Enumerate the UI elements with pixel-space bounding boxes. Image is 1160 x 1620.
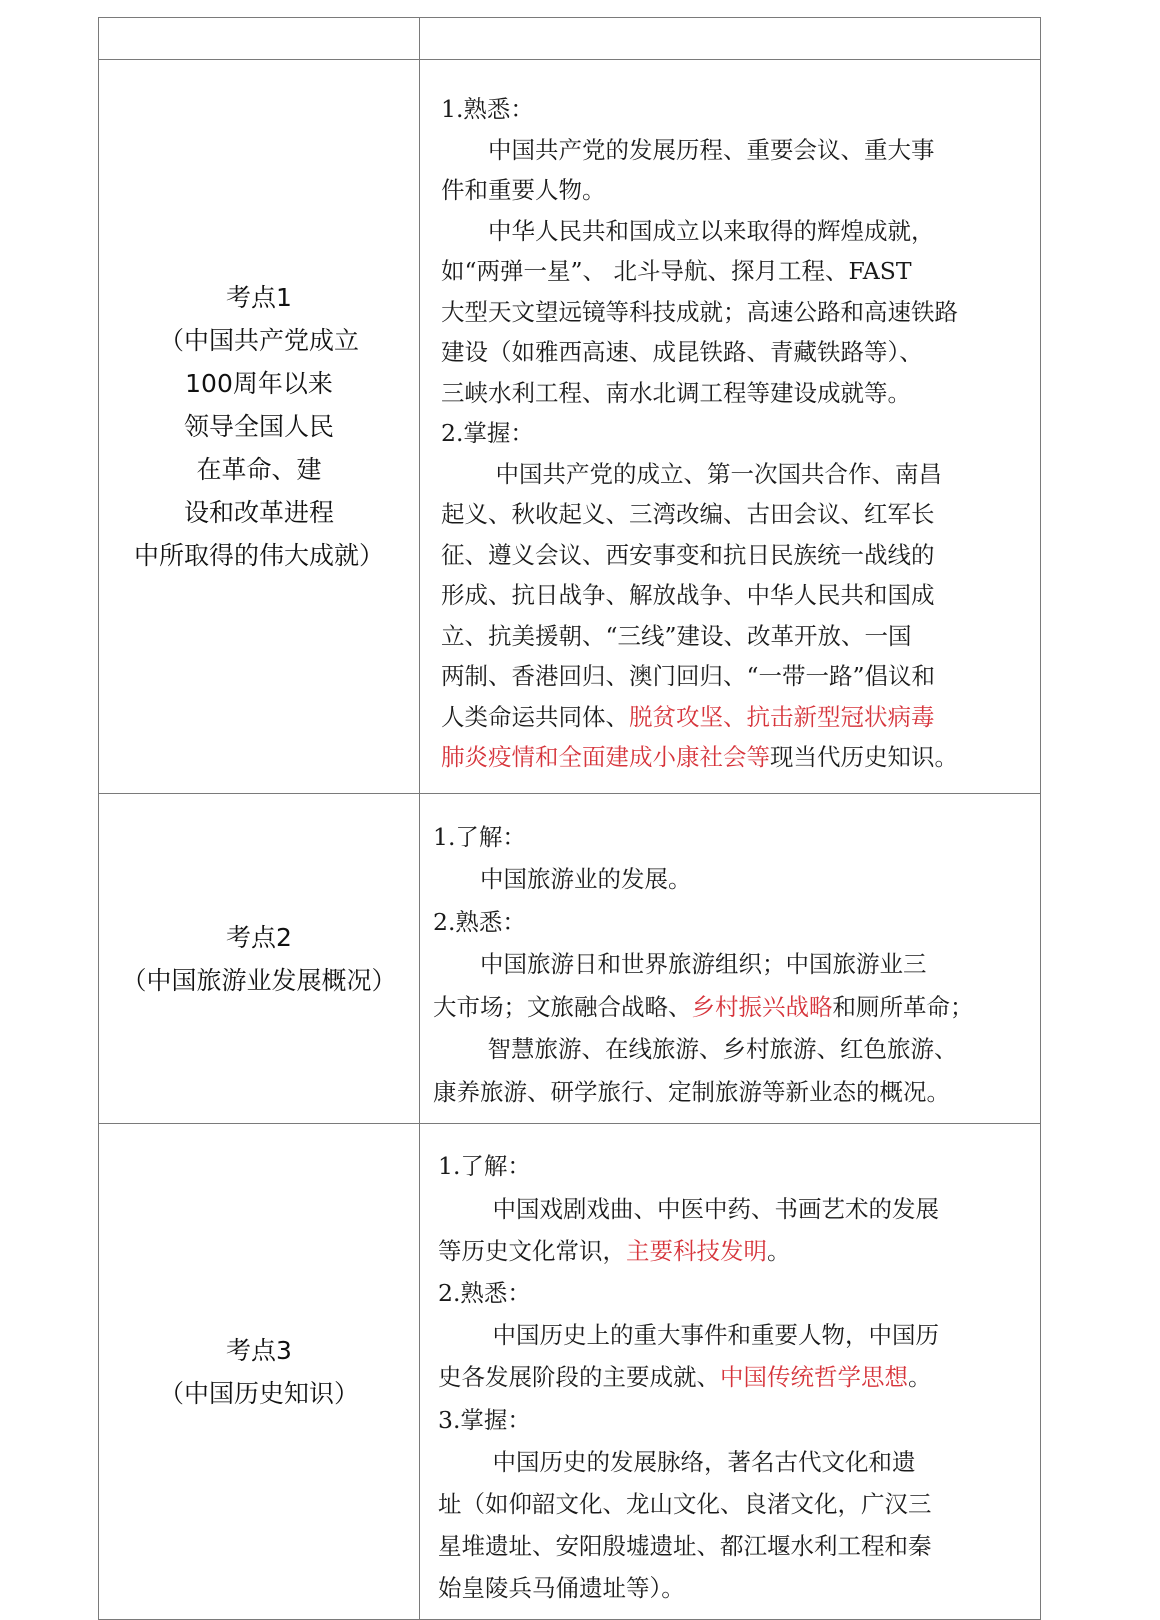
content-line: 3.掌握：: [438, 1405, 531, 1434]
content-line: 大型天文望远镜等科技成就；高速公路和高速铁路: [441, 297, 958, 326]
topic-line: （中国共产党成立: [158, 326, 359, 355]
topic-line: 考点1: [226, 283, 292, 312]
content-line: 1.了解：: [433, 822, 526, 851]
content-cell: [420, 60, 1041, 794]
text-segment: 和厕所革命；: [832, 992, 974, 1021]
topic-line: 在革命、建: [196, 455, 322, 484]
content-line: 中国共产党的发展历程、重要会议、重大事: [441, 135, 935, 164]
topic-cell: [99, 1124, 420, 1620]
content-cell: [420, 794, 1041, 1124]
content-cell: [420, 1124, 1041, 1620]
topic-cell: [99, 60, 420, 794]
content-line: 三峡水利工程、南水北调工程等建设成就等。: [441, 378, 911, 407]
content-line: 立、抗美援朝、“三线”建设、改革开放、一国: [441, 621, 912, 650]
content-line: 址（如仰韶文化、龙山文化、良渚文化，广汉三: [438, 1490, 932, 1518]
text-segment: 人类命运共同体、: [441, 702, 629, 731]
content-line: 2.掌握：: [441, 419, 534, 448]
highlight-text: 主要科技发明: [626, 1236, 767, 1265]
content-line: 康养旅游、研学旅行、定制旅游等新业态的概况。: [433, 1077, 950, 1106]
topic-line: 领导全国人民: [183, 412, 334, 441]
content-line: 件和重要人物。: [441, 176, 606, 205]
content-line: 始皇陵兵马俑遗址等）。: [438, 1574, 685, 1603]
topic-line: 设和改革进程: [183, 498, 334, 527]
content-line: [433, 986, 1032, 1029]
highlight-text: 乡村振兴战略: [691, 992, 833, 1021]
text-segment: 。: [767, 1236, 791, 1265]
highlight-text: 中国传统哲学思想: [720, 1363, 908, 1392]
text-segment: 现当代历史知识。: [770, 743, 958, 772]
content-line: [441, 737, 1032, 778]
topic-line: 考点2: [226, 922, 292, 952]
content-line: 中国历史上的重大事件和重要人物，中国历: [438, 1321, 939, 1350]
content-line: 两制、香港回归、澳门回归、“一带一路”倡议和: [441, 662, 936, 691]
content-line: 中华人民共和国成立以来取得的辉煌成就，: [441, 216, 935, 245]
table-row: [99, 1124, 1041, 1620]
topic-line: （中国历史知识）: [158, 1378, 359, 1408]
topic-line: （中国旅游业发展概况）: [121, 965, 397, 995]
table-row-empty: [99, 18, 1041, 60]
content-line: 形成、抗日战争、解放战争、中华人民共和国成: [441, 581, 935, 610]
content-line: 建设（如雅西高速、成昆铁路、青藏铁路等）、: [441, 338, 923, 367]
topic-line: 中所取得的伟大成就）: [133, 541, 384, 570]
content-line: 1.了解：: [438, 1152, 531, 1181]
content-line: 1.熟悉：: [441, 95, 534, 124]
content-line: 中国共产党的成立、第一次国共合作、南昌: [441, 459, 942, 488]
text-segment: 等历史文化常识，: [438, 1236, 626, 1265]
table-row: [99, 60, 1041, 794]
content-line: [441, 697, 1032, 738]
table-row: [99, 794, 1041, 1124]
content-line: 2.熟悉：: [438, 1278, 531, 1307]
syllabus-table: [98, 17, 1041, 1620]
topic-cell: [99, 794, 420, 1124]
empty-cell: [420, 18, 1041, 60]
content-line: 智慧旅游、在线旅游、乡村旅游、红色旅游、: [433, 1035, 958, 1064]
content-line: [438, 1230, 1032, 1272]
text-segment: 大市场；文旅融合战略、: [433, 992, 692, 1021]
content-line: 中国旅游业的发展。: [433, 865, 692, 894]
content-line: [438, 1356, 1032, 1398]
content-line: 星堆遗址、安阳殷墟遗址、都江堰水利工程和秦: [438, 1532, 932, 1561]
empty-cell: [99, 18, 420, 60]
content-line: 中国旅游日和世界旅游组织；中国旅游业三: [433, 950, 927, 979]
content-line: 2.熟悉：: [433, 907, 526, 936]
topic-line: 考点3: [226, 1335, 292, 1365]
content-line: 如“两弹一星”、 北斗导航、探月工程、FAST: [441, 257, 912, 286]
content-line: 起义、秋收起义、三湾改编、古田会议、红军长: [441, 500, 935, 529]
highlight-text: 肺炎疫情和全面建成小康社会等: [441, 743, 770, 772]
text-segment: 史各发展阶段的主要成就、: [438, 1363, 720, 1392]
content-line: 中国戏剧戏曲、中医中药、书画艺术的发展: [438, 1194, 939, 1223]
topic-line: 100周年以来: [185, 369, 333, 398]
highlight-text: 脱贫攻坚、抗击新型冠状病毒: [629, 702, 935, 731]
text-segment: 。: [908, 1363, 932, 1392]
content-line: 征、遵义会议、西安事变和抗日民族统一战线的: [441, 540, 935, 569]
content-line: 中国历史的发展脉络，著名古代文化和遗: [438, 1447, 916, 1476]
